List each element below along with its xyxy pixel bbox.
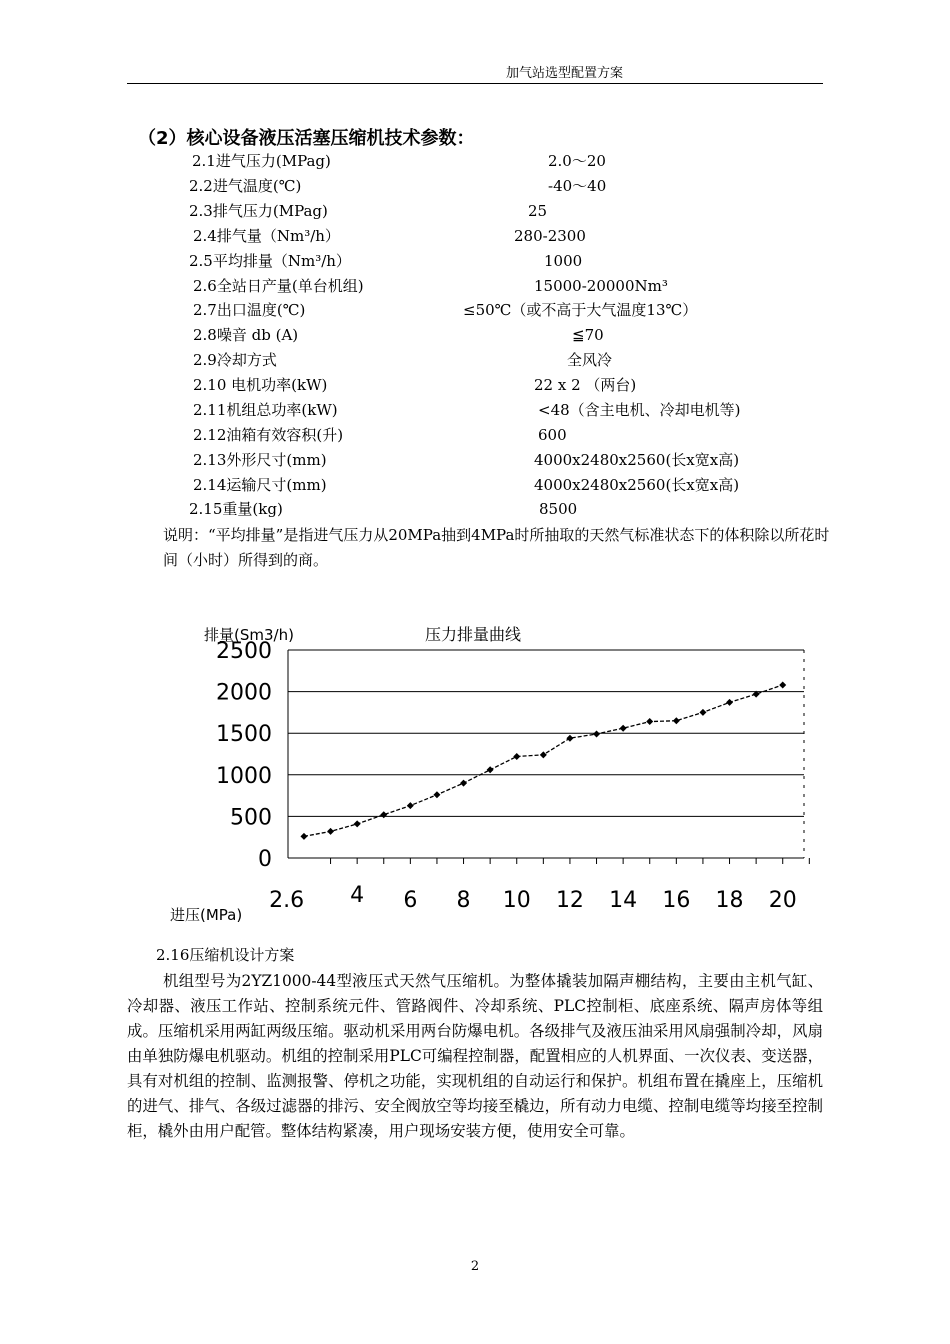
x-tick-label: 2.6 — [269, 888, 305, 913]
chart-y-ticks — [216, 639, 272, 872]
param-label: 2.13外形尺寸(mm) — [193, 451, 327, 469]
y-tick-label: 1500 — [216, 722, 272, 748]
param-label: 2.4排气量（Nm³/h） — [193, 227, 340, 245]
data-point — [354, 820, 361, 827]
data-point — [487, 766, 494, 773]
param-value: 15000-20000Nm³ — [534, 277, 668, 295]
param-value: 全风冷 — [567, 351, 613, 369]
y-tick-label: 500 — [230, 805, 272, 831]
data-point — [646, 718, 653, 725]
data-point — [593, 731, 600, 738]
design-section-title: 2.16压缩机设计方案 — [156, 946, 295, 964]
x-tick-label: 20 — [768, 888, 797, 913]
y-tick-label: 2000 — [216, 680, 272, 706]
data-point — [513, 753, 520, 760]
data-point — [779, 681, 786, 688]
data-point — [673, 717, 680, 724]
param-label: 2.7出口温度(℃) — [193, 301, 306, 319]
note-paragraph: 说明：“平均排量”是指进气压力从20MPa抽到4MPa时所抽取的天然气标准状态下的体积除以所花时间（小时）所得到的商。 — [163, 526, 830, 569]
x-tick-label: 18 — [715, 888, 744, 913]
param-label: 2.12油箱有效容积(升) — [193, 426, 344, 444]
chart-y-axis-label: 排量(Sm3/h) — [204, 626, 294, 644]
param-value: ≦70 — [572, 326, 604, 344]
chart-series-line — [304, 685, 783, 837]
y-tick-label: 1000 — [216, 763, 272, 789]
param-value: -40～40 — [548, 177, 607, 195]
param-value: 8500 — [539, 500, 578, 518]
param-label: 2.15重量(kg) — [189, 500, 283, 518]
y-tick-label: 2500 — [216, 639, 272, 664]
param-value: <48（含主电机、冷却电机等) — [538, 401, 741, 419]
param-value: ≤50℃（或不高于大气温度13℃） — [463, 301, 698, 319]
data-point — [460, 780, 467, 787]
param-label: 2.1进气压力(MPag) — [192, 152, 331, 170]
param-value: 4000x2480x2560(长x宽x高) — [534, 451, 740, 469]
page-header: 加气站选型配置方案 — [505, 66, 623, 81]
pressure-displacement-chart — [160, 610, 820, 930]
param-label: 2.9冷却方式 — [193, 351, 277, 369]
section-title: （2）核心设备液压活塞压缩机技术参数： — [138, 128, 475, 149]
data-point — [540, 751, 547, 758]
x-tick-label: 4 — [350, 883, 365, 908]
data-point — [620, 725, 627, 732]
data-point — [300, 833, 307, 840]
x-tick-label: 14 — [609, 888, 638, 913]
data-point — [433, 791, 440, 798]
chart-x-ticks — [269, 858, 809, 913]
param-value: 600 — [538, 426, 567, 444]
x-tick-label: 10 — [502, 888, 531, 913]
param-label: 2.14运输尺寸(mm) — [193, 476, 327, 494]
x-tick-label: 6 — [403, 888, 418, 913]
header-divider — [127, 83, 823, 84]
page-number: 2 — [470, 1259, 480, 1274]
y-tick-label: 0 — [258, 847, 272, 872]
param-label: 2.2进气温度(℃) — [189, 177, 302, 195]
param-value: 22 x 2 （两台) — [534, 376, 637, 394]
param-label: 2.8噪音 db (A) — [193, 326, 299, 344]
x-tick-label: 8 — [456, 888, 471, 913]
design-paragraph: 机组型号为2YZ1000-44型液压式天然气压缩机。为整体撬装加隔声棚结构，主要由主机气缸、冷却器、液压工作站、控制系统元件、管路阀件、冷却系统、PLC控制柜、底座系统、隔声房体等组成。压缩机采用两缸两级压缩。驱动机采用两台防爆电机。各级排气及液压油采用风扇强制冷却，风扇由单独防爆电机驱动。机组的控制采用PLC可编程控制器，配置相应的人机界面、一次仪表、变送器，具有对机组的控制、监测报警、停机之功能，实现机组的自动运行和保护。机组布置在撬座上，压缩机的进气、排气、各级过滤器的排污、安全阀放空等均接至橇边，所有动力电缆、控制电缆等均接至控制柜，橇外由用户配管。整体结构紧凑，用户现场安装方便，使用安全可靠。 — [127, 972, 823, 1140]
data-point — [327, 828, 334, 835]
data-point — [407, 802, 414, 809]
data-point — [726, 699, 733, 706]
param-label: 2.6全站日产量(单台机组) — [193, 277, 364, 295]
x-tick-label: 12 — [555, 888, 584, 913]
param-value: 1000 — [544, 252, 583, 270]
param-value: 4000x2480x2560(长x宽x高) — [534, 476, 740, 494]
data-point — [380, 811, 387, 818]
param-value: 280-2300 — [514, 227, 586, 245]
chart-title: 压力排量曲线 — [425, 625, 522, 644]
param-label: 2.10 电机功率(kW) — [193, 376, 328, 394]
param-value: 25 — [528, 202, 548, 220]
param-label: 2.5平均排量（Nm³/h） — [189, 252, 351, 270]
param-value: 2.0～20 — [548, 152, 606, 170]
param-label: 2.11机组总功率(kW) — [193, 401, 338, 419]
data-point — [699, 709, 706, 716]
data-point — [566, 735, 573, 742]
x-tick-label: 16 — [662, 888, 691, 913]
chart-x-axis-label: 进压(MPa) — [170, 906, 243, 924]
param-label: 2.3排气压力(MPag) — [189, 202, 328, 220]
